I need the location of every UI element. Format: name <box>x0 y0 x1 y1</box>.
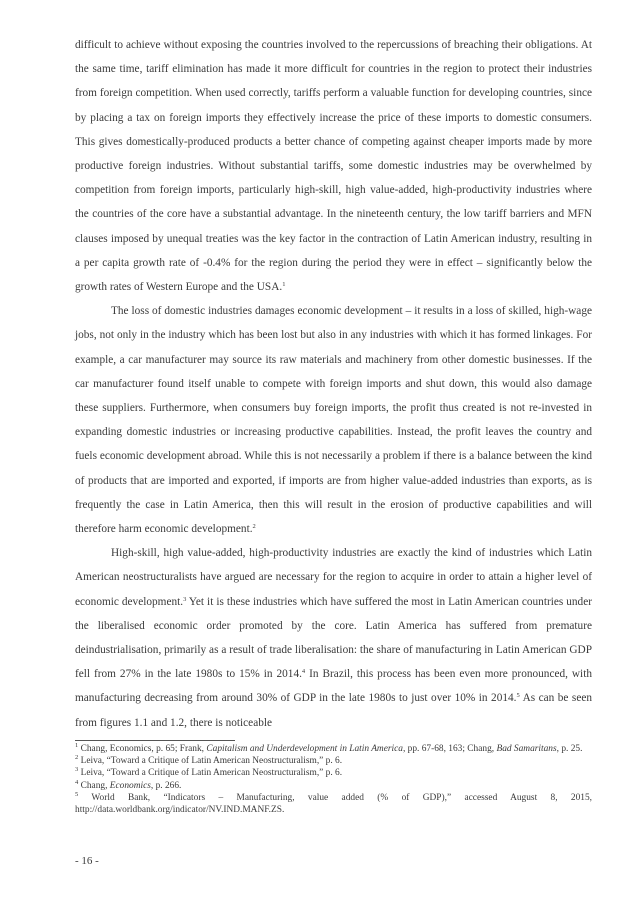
text-run: In Brazil, this process has been even more pronounced, with manufacturing decreasing from around 30% of GDP in the late 1980s to just over 10% in 2014. <box>75 668 592 705</box>
paragraph <box>75 33 592 299</box>
italic-title: Capitalism and Underdevelopment in Latin America <box>206 744 403 754</box>
page-number: - 16 - <box>75 855 99 867</box>
footnote <box>75 767 592 779</box>
footnote <box>75 755 592 767</box>
text-run: World Bank, “Indicators – Manufacturing, value added (% of GDP),” accessed August 8, 2015, http://data.worldbank.org/indicator/NV.IND.MANF.ZS. <box>75 792 592 816</box>
text-run: difficult to achieve without exposing the countries involved to the repercussions of breaching their obligations. At the same time, tariff elimination has made it more difficult for countries in the region to protect their industries from foreign competition. When used correctly, tariffs perform a valuable function for developing countries, since by placing a tax on foreign imports they effectively increase the price of these imports to domestic consumers. This gives domestically-produced products a better chance of competing against cheaper imports made by more productive foreign industries. Without substantial tariffs, some domestic industries may be overwhelmed by competition from foreign imports, particularly high-skill, high value-added, high-productivity industries where the countries of the core have a substantial advantage. In the nineteenth century, the low tariff barriers and MFN clauses imposed by unequal treaties was the key factor in the contraction of Latin American industry, resulting in a per capita growth rate of -0.4% for the region during the period they were in effect – significantly below the growth rates of Western Europe and the USA. <box>75 39 592 294</box>
footnote-number: 3 <box>75 766 79 774</box>
text-run: , p. 266. <box>150 780 182 791</box>
footnote-separator <box>75 740 235 741</box>
paragraph <box>75 299 592 541</box>
text-run: Chang, <box>78 780 110 791</box>
text-run: Chang, Economics, p. 65; Frank, <box>78 744 207 754</box>
text-run: , pp. 67-68, 163; Chang, <box>402 744 497 754</box>
page-body <box>75 33 592 735</box>
footnote-reference: 1 <box>282 281 286 289</box>
paragraph <box>75 541 592 735</box>
footnote-reference: 3 <box>183 595 187 603</box>
footnote-number: 5 <box>75 790 79 798</box>
footnote-reference: 4 <box>301 668 306 676</box>
text-run: High-skill, high value-added, high-productivity industries are exactly the kind of industries which Latin American neostructuralists have argued are necessary for the region to acquire in order to attain a higher level of economic development. <box>75 547 592 608</box>
italic-title: Economics <box>109 780 151 791</box>
italic-title: Bad Samaritans <box>496 744 557 754</box>
footnote-number: 2 <box>75 754 79 762</box>
footnote-reference: 5 <box>516 692 520 700</box>
footnotes <box>75 743 592 816</box>
footnote-number: 1 <box>75 742 79 749</box>
text-run: Leiva, “Toward a Critique of Latin American Neostructuralism,” p. 6. <box>78 768 343 779</box>
body-text <box>75 33 592 735</box>
footnote <box>75 780 592 792</box>
text-run: , p. 25. <box>556 744 583 754</box>
text-run: As can be seen from figures 1.1 and 1.2, there is noticeable <box>75 692 593 729</box>
text-run: Yet it is these industries which have suffered the most in Latin American countries under the liberalised economic order promoted by the core. Latin America has suffered from premature deindustrialisation, primarily as a result of trade liberalisation: the share of manufacturing in Latin American GDP fell from 27% in the late 1980s to 15% in 2014. <box>75 595 592 681</box>
footnote <box>75 743 592 755</box>
footnote-number: 4 <box>75 778 79 786</box>
text-run: The loss of domestic industries damages economic development – it results in a loss of skilled, high-wage jobs, not only in the industry which has been lost but also in any industries with which it has formed linkages. For example, a car manufacturer may source its raw materials and machinery from other domestic businesses. If the car manufacturer found itself unable to compete with foreign imports and shut down, this would also damage these suppliers. Furthermore, when consumers buy foreign imports, the profit thus created is not re-invested in expanding domestic industries or increasing productive capabilities. Instead, the profit leaves the country and fuels economic development abroad. While this is not necessarily a problem if there is a balance between the kind of products that are imported and exported, if imports are from higher value-added industries than exports, as is frequently the case in Latin America, then this will result in the erosion of productive capabilities and will therefore harm economic development. <box>75 305 592 536</box>
text-run: Leiva, “Toward a Critique of Latin American Neostructuralism,” p. 6. <box>78 756 343 767</box>
footnote-reference: 2 <box>252 523 256 531</box>
footnote <box>75 792 592 816</box>
